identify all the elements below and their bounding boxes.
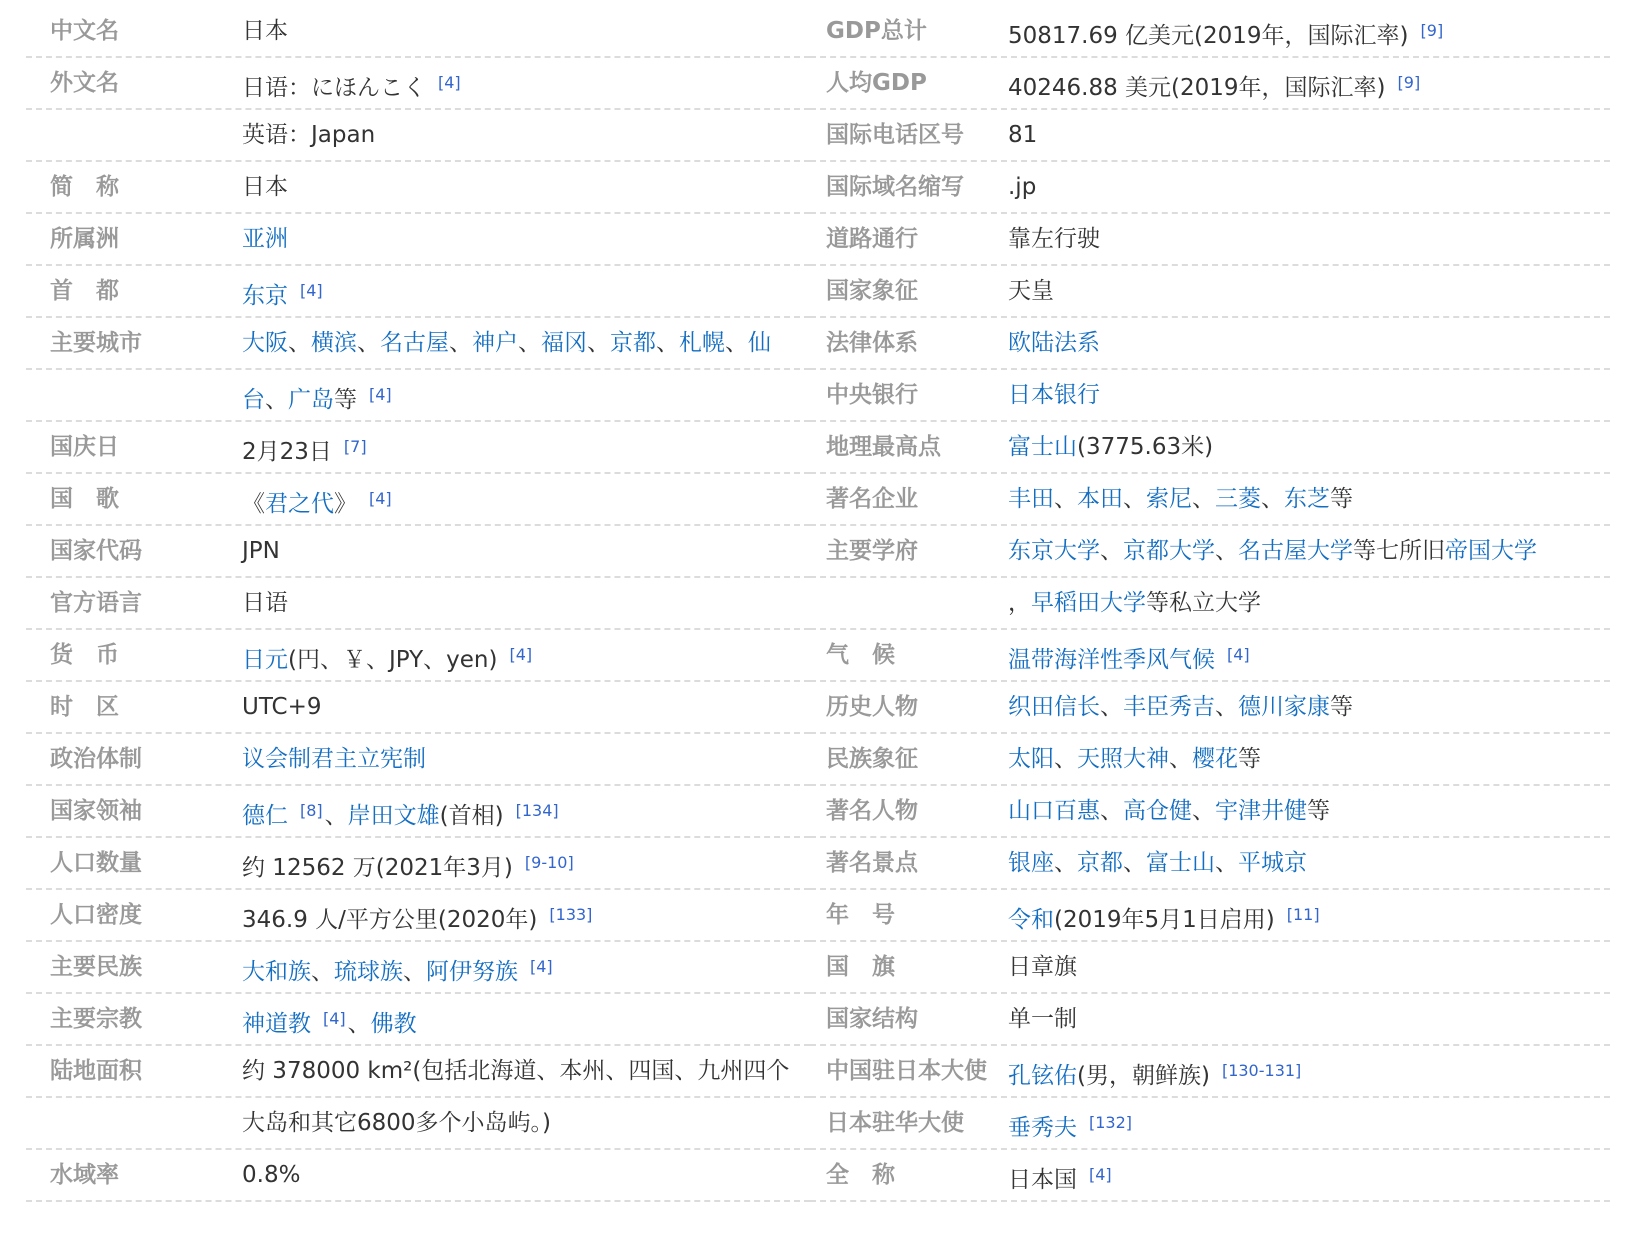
info-label: 政治体制 — [50, 746, 142, 772]
info-label: 国 旗 — [826, 954, 895, 980]
info-value — [242, 370, 394, 420]
info-value — [1008, 838, 1307, 888]
basic-info-column-right — [810, 6, 1610, 1202]
info-link[interactable]: 天照大神 — [1077, 746, 1169, 772]
info-link[interactable]: 太阳 — [1008, 746, 1054, 772]
info-row — [810, 734, 1610, 786]
info-text: 、 — [1100, 538, 1123, 564]
info-value — [242, 318, 771, 368]
info-value — [242, 1046, 789, 1096]
info-value — [1008, 630, 1252, 680]
info-value — [242, 266, 325, 316]
info-text: 、 — [1054, 486, 1077, 512]
info-link[interactable]: 丰臣秀吉 — [1123, 694, 1215, 720]
info-value — [1008, 110, 1037, 160]
info-link[interactable]: 大阪 — [242, 330, 288, 356]
info-link[interactable]: 樱花 — [1192, 746, 1238, 772]
info-label: 首 都 — [50, 278, 119, 304]
info-label: 日本驻华大使 — [826, 1110, 964, 1136]
info-link[interactable]: 仙 — [748, 330, 771, 356]
info-row — [810, 942, 1610, 994]
info-value — [1008, 890, 1322, 940]
info-link[interactable]: 琉球族 — [334, 959, 403, 985]
info-value — [1008, 6, 1445, 56]
info-link[interactable]: 佛教 — [370, 1011, 417, 1037]
info-value — [1008, 1150, 1114, 1200]
info-text: (3775.63米) — [1077, 434, 1214, 460]
info-link[interactable]: 日元 — [242, 647, 288, 673]
info-row — [26, 578, 810, 630]
info-text: 英语：Japan — [242, 122, 376, 148]
info-row — [810, 474, 1610, 526]
info-label: 著名人物 — [826, 798, 918, 824]
info-row — [810, 266, 1610, 318]
info-text: 、 — [288, 330, 311, 356]
info-label: 国际域名缩写 — [826, 174, 964, 200]
info-row — [26, 1098, 810, 1150]
info-value — [1008, 942, 1077, 992]
info-value — [242, 838, 576, 888]
citation-link[interactable]: [4] — [369, 489, 392, 508]
info-value — [242, 1098, 551, 1148]
info-row — [26, 994, 810, 1046]
info-row — [26, 1150, 810, 1202]
info-value — [1008, 474, 1353, 524]
info-row — [810, 6, 1610, 58]
info-link[interactable]: 广岛 — [288, 387, 334, 413]
info-text: 、 — [1215, 538, 1238, 564]
info-link[interactable]: 名古屋大学 — [1238, 538, 1353, 564]
info-link[interactable]: 垂秀夫 — [1008, 1115, 1077, 1141]
info-text: 日章旗 — [1008, 954, 1077, 980]
info-text: 0.8% — [242, 1162, 301, 1188]
info-label: 国家象征 — [826, 278, 918, 304]
info-text: 日本 — [242, 174, 288, 200]
info-value — [242, 110, 375, 160]
info-text: UTC+9 — [242, 694, 322, 720]
info-row — [810, 786, 1610, 838]
info-label: 中文名 — [50, 18, 119, 44]
info-value — [242, 942, 555, 992]
info-row — [810, 214, 1610, 266]
info-row — [810, 370, 1610, 422]
info-value — [1008, 266, 1054, 316]
info-row — [26, 890, 810, 942]
info-value — [242, 786, 561, 836]
info-link[interactable]: 京都 — [610, 330, 656, 356]
info-label: GDP总计 — [826, 18, 927, 44]
info-text: 、 — [311, 959, 334, 985]
info-text: 大岛和其它6800多个小岛屿。) — [242, 1110, 552, 1136]
citation-link[interactable]: [4] — [369, 385, 392, 404]
info-link[interactable]: 东芝 — [1284, 486, 1330, 512]
info-row — [26, 214, 810, 266]
info-label: 时 区 — [50, 694, 119, 720]
info-value — [242, 630, 534, 680]
info-value — [1008, 1046, 1303, 1096]
info-value — [1008, 214, 1100, 264]
info-text: 单一制 — [1008, 1006, 1077, 1032]
info-text: (円、￥、JPY、yen) — [288, 647, 498, 673]
info-text: 50817.69 亿美元(2019年，国际汇率) — [1008, 23, 1409, 49]
info-value — [242, 6, 288, 56]
info-text: 、 — [357, 330, 380, 356]
info-label: 国家代码 — [50, 538, 142, 564]
info-text: 、 — [518, 330, 541, 356]
info-link[interactable]: 孔铉佑 — [1008, 1063, 1077, 1089]
info-text: 、 — [1215, 694, 1238, 720]
info-row — [26, 630, 810, 682]
info-label: 年 号 — [826, 902, 895, 928]
info-text: 、 — [1169, 746, 1192, 772]
info-link[interactable]: 君之代 — [265, 491, 334, 517]
info-text: 日本 — [242, 18, 288, 44]
info-link[interactable]: 大和族 — [242, 959, 311, 985]
citation-link[interactable]: [4] — [300, 281, 323, 300]
info-row — [26, 682, 810, 734]
info-link[interactable]: 银座 — [1008, 850, 1054, 876]
info-row — [26, 162, 810, 214]
info-row — [26, 942, 810, 994]
info-link[interactable]: 京都大学 — [1123, 538, 1215, 564]
info-text: 、 — [1100, 798, 1123, 824]
info-link[interactable]: 名古屋 — [380, 330, 449, 356]
info-link[interactable]: 福冈 — [541, 330, 587, 356]
info-link[interactable]: 札幌 — [679, 330, 725, 356]
info-text: 等 — [1330, 486, 1353, 512]
info-link[interactable]: 岸田文雄 — [347, 803, 440, 829]
info-text: 靠左行驶 — [1008, 226, 1100, 252]
info-text: 等 — [1330, 694, 1353, 720]
info-label: 历史人物 — [826, 694, 918, 720]
info-link[interactable]: 帝国大学 — [1445, 538, 1537, 564]
info-label: 货 币 — [50, 642, 119, 668]
info-label: 主要城市 — [50, 330, 142, 356]
info-text: 、 — [1215, 850, 1238, 876]
info-text: 、 — [1123, 850, 1146, 876]
info-link[interactable]: 富士山 — [1146, 850, 1215, 876]
info-row — [810, 838, 1610, 890]
info-text: (男，朝鲜族) — [1077, 1063, 1210, 1089]
info-label: 著名景点 — [826, 850, 918, 876]
info-value — [1008, 318, 1100, 368]
info-text: 等 — [1238, 746, 1261, 772]
info-row — [26, 734, 810, 786]
info-text: 约 378000 km²(包括北海道、本州、四国、九州四个 — [242, 1058, 790, 1084]
info-value — [242, 994, 417, 1044]
citation-link[interactable]: [132] — [1089, 1113, 1133, 1132]
citation-link[interactable]: [4] — [530, 957, 553, 976]
info-value — [242, 526, 280, 576]
info-label: 主要学府 — [826, 538, 918, 564]
info-link[interactable]: 平城京 — [1238, 850, 1307, 876]
info-value — [242, 1150, 300, 1200]
info-link[interactable]: 三菱 — [1215, 486, 1261, 512]
info-text: 、 — [1192, 486, 1215, 512]
citation-link[interactable]: [4] — [438, 73, 461, 92]
info-label: 气 候 — [826, 642, 895, 668]
info-value — [1008, 1098, 1134, 1148]
info-row — [810, 422, 1610, 474]
info-value — [1008, 994, 1077, 1044]
citation-link[interactable]: [8] — [300, 801, 323, 820]
info-value — [1008, 682, 1353, 732]
info-label: 简 称 — [50, 174, 119, 200]
basic-info-table — [26, 6, 1610, 1202]
info-value — [242, 734, 426, 784]
info-row — [26, 422, 810, 474]
info-text: (首相) — [439, 803, 504, 829]
info-row — [810, 1046, 1610, 1098]
info-link[interactable]: 京都 — [1077, 850, 1123, 876]
info-label: 中国驻日本大使 — [826, 1058, 987, 1084]
info-value — [1008, 370, 1100, 420]
info-text: 、 — [324, 803, 348, 829]
info-label: 著名企业 — [826, 486, 918, 512]
info-link[interactable]: 亚洲 — [242, 226, 288, 252]
info-label: 道路通行 — [826, 226, 918, 252]
info-text: 、 — [587, 330, 610, 356]
info-label: 中央银行 — [826, 382, 918, 408]
info-text: 、 — [265, 387, 288, 413]
info-link[interactable]: 织田信长 — [1008, 694, 1100, 720]
info-link[interactable]: 宇津井健 — [1215, 798, 1307, 824]
info-text: 、 — [1100, 694, 1123, 720]
info-text: 《 — [242, 491, 265, 517]
info-label: 主要宗教 — [50, 1006, 142, 1032]
info-text: 》 — [334, 491, 357, 517]
info-label: 所属洲 — [50, 226, 119, 252]
info-text: 日语 — [242, 590, 288, 616]
info-link[interactable]: 山口百惠 — [1008, 798, 1100, 824]
info-label: 国 歌 — [50, 486, 119, 512]
info-link[interactable]: 索尼 — [1146, 486, 1192, 512]
info-row — [26, 474, 810, 526]
info-row — [810, 1150, 1610, 1202]
info-row — [26, 266, 810, 318]
info-label: 陆地面积 — [50, 1058, 142, 1084]
info-text: (2019年5月1日启用) — [1054, 907, 1275, 933]
info-text: 2月23日 — [242, 439, 332, 465]
info-text: 等 — [334, 387, 357, 413]
info-text: JPN — [242, 538, 280, 564]
info-text: 等 — [1307, 798, 1330, 824]
info-label: 全 称 — [826, 1162, 895, 1188]
info-text: .jp — [1008, 174, 1037, 200]
info-link[interactable]: 阿伊努族 — [426, 959, 518, 985]
info-row — [26, 6, 810, 58]
info-row — [26, 370, 810, 422]
info-value — [242, 422, 369, 472]
info-value — [242, 162, 288, 212]
info-row — [26, 1046, 810, 1098]
info-row — [26, 838, 810, 890]
info-link[interactable]: 本田 — [1077, 486, 1123, 512]
info-link[interactable]: 富士山 — [1008, 434, 1077, 460]
info-value — [1008, 58, 1422, 108]
info-row — [26, 526, 810, 578]
info-label: 地理最高点 — [826, 434, 941, 460]
info-row — [810, 578, 1610, 630]
info-text: 、 — [1123, 486, 1146, 512]
info-text: 、 — [347, 1011, 371, 1037]
citation-link[interactable]: [4] — [1227, 645, 1250, 664]
info-label: 法律体系 — [826, 330, 918, 356]
basic-info-column-left — [26, 6, 810, 1202]
info-value — [1008, 162, 1036, 212]
citation-link[interactable]: [9] — [1397, 73, 1421, 92]
citation-link[interactable]: [130-131] — [1221, 1061, 1302, 1080]
info-link[interactable]: 欧陆法系 — [1008, 330, 1100, 356]
info-text: 、 — [1192, 798, 1215, 824]
info-value — [242, 58, 463, 108]
citation-link[interactable]: [9-10] — [524, 853, 574, 872]
info-link[interactable]: 东京 — [242, 283, 288, 309]
citation-link[interactable]: [9] — [1420, 21, 1444, 40]
info-row — [810, 162, 1610, 214]
info-text: 天皇 — [1008, 278, 1054, 304]
info-label: 国家领袖 — [50, 798, 142, 824]
info-label: 人口密度 — [50, 902, 142, 928]
info-row — [810, 58, 1610, 110]
info-row — [26, 58, 810, 110]
info-value — [242, 214, 288, 264]
info-value — [242, 890, 594, 940]
info-label: 主要民族 — [50, 954, 142, 980]
info-value — [242, 682, 322, 732]
info-link[interactable]: 台 — [242, 387, 265, 413]
info-text: 81 — [1008, 122, 1038, 148]
info-text: 等私立大学 — [1146, 590, 1261, 616]
info-link[interactable]: 神户 — [472, 330, 518, 356]
info-value — [1008, 526, 1537, 576]
info-row — [810, 318, 1610, 370]
citation-link[interactable]: [134] — [515, 801, 559, 820]
info-value — [1008, 578, 1261, 628]
info-text: ， — [1008, 590, 1031, 616]
info-link[interactable]: 横滨 — [311, 330, 357, 356]
info-text: 等七所旧 — [1353, 538, 1445, 564]
info-link[interactable]: 温带海洋性季风气候 — [1008, 647, 1215, 673]
info-label: 人口数量 — [50, 850, 142, 876]
info-link[interactable]: 丰田 — [1008, 486, 1054, 512]
info-link[interactable]: 东京大学 — [1008, 538, 1100, 564]
info-row — [26, 110, 810, 162]
info-link[interactable]: 神道教 — [242, 1011, 311, 1037]
info-link[interactable]: 议会制君主立宪制 — [242, 746, 426, 772]
info-text: 、 — [656, 330, 679, 356]
info-row — [810, 994, 1610, 1046]
info-text: 、 — [725, 330, 748, 356]
info-row — [26, 318, 810, 370]
info-text: 40246.88 美元(2019年，国际汇率) — [1008, 75, 1386, 101]
info-text: 、 — [449, 330, 472, 356]
info-label: 国庆日 — [50, 434, 119, 460]
info-label: 民族象征 — [826, 746, 918, 772]
info-text: 、 — [1054, 746, 1077, 772]
info-text: 、 — [1054, 850, 1077, 876]
info-value — [1008, 422, 1213, 472]
citation-link[interactable]: [133] — [549, 905, 593, 924]
info-link[interactable]: 德仁 — [242, 803, 288, 829]
citation-link[interactable]: [4] — [509, 645, 533, 664]
info-label: 外文名 — [50, 70, 119, 96]
info-link[interactable]: 德川家康 — [1238, 694, 1330, 720]
info-row — [810, 526, 1610, 578]
citation-link[interactable]: [4] — [1089, 1165, 1112, 1184]
info-row — [26, 786, 810, 838]
info-value — [242, 474, 394, 524]
info-value — [1008, 786, 1330, 836]
info-row — [810, 682, 1610, 734]
info-text: 、 — [1261, 486, 1284, 512]
info-text: 346.9 人/平方公里(2020年) — [242, 907, 538, 933]
info-label: 人均GDP — [826, 70, 927, 96]
info-row — [810, 630, 1610, 682]
info-row — [810, 890, 1610, 942]
info-label: 国家结构 — [826, 1006, 918, 1032]
info-link[interactable]: 令和 — [1008, 907, 1054, 933]
info-text: 日语：にほんこく — [242, 75, 426, 101]
info-value — [1008, 734, 1261, 784]
info-text: 约 12562 万(2021年3月) — [242, 855, 513, 881]
citation-link[interactable]: [11] — [1286, 905, 1320, 924]
info-value — [242, 578, 288, 628]
info-label: 水域率 — [50, 1162, 119, 1188]
info-link[interactable]: 日本银行 — [1008, 382, 1100, 408]
citation-link[interactable]: [4] — [323, 1009, 346, 1028]
info-text: 日本国 — [1008, 1167, 1077, 1193]
info-row — [810, 1098, 1610, 1150]
info-text: 、 — [403, 959, 426, 985]
citation-link[interactable]: [7] — [343, 437, 367, 456]
info-label: 官方语言 — [50, 590, 142, 616]
info-link[interactable]: 高仓健 — [1123, 798, 1192, 824]
info-link[interactable]: 早稻田大学 — [1031, 590, 1146, 616]
info-row — [810, 110, 1610, 162]
info-label: 国际电话区号 — [826, 122, 964, 148]
